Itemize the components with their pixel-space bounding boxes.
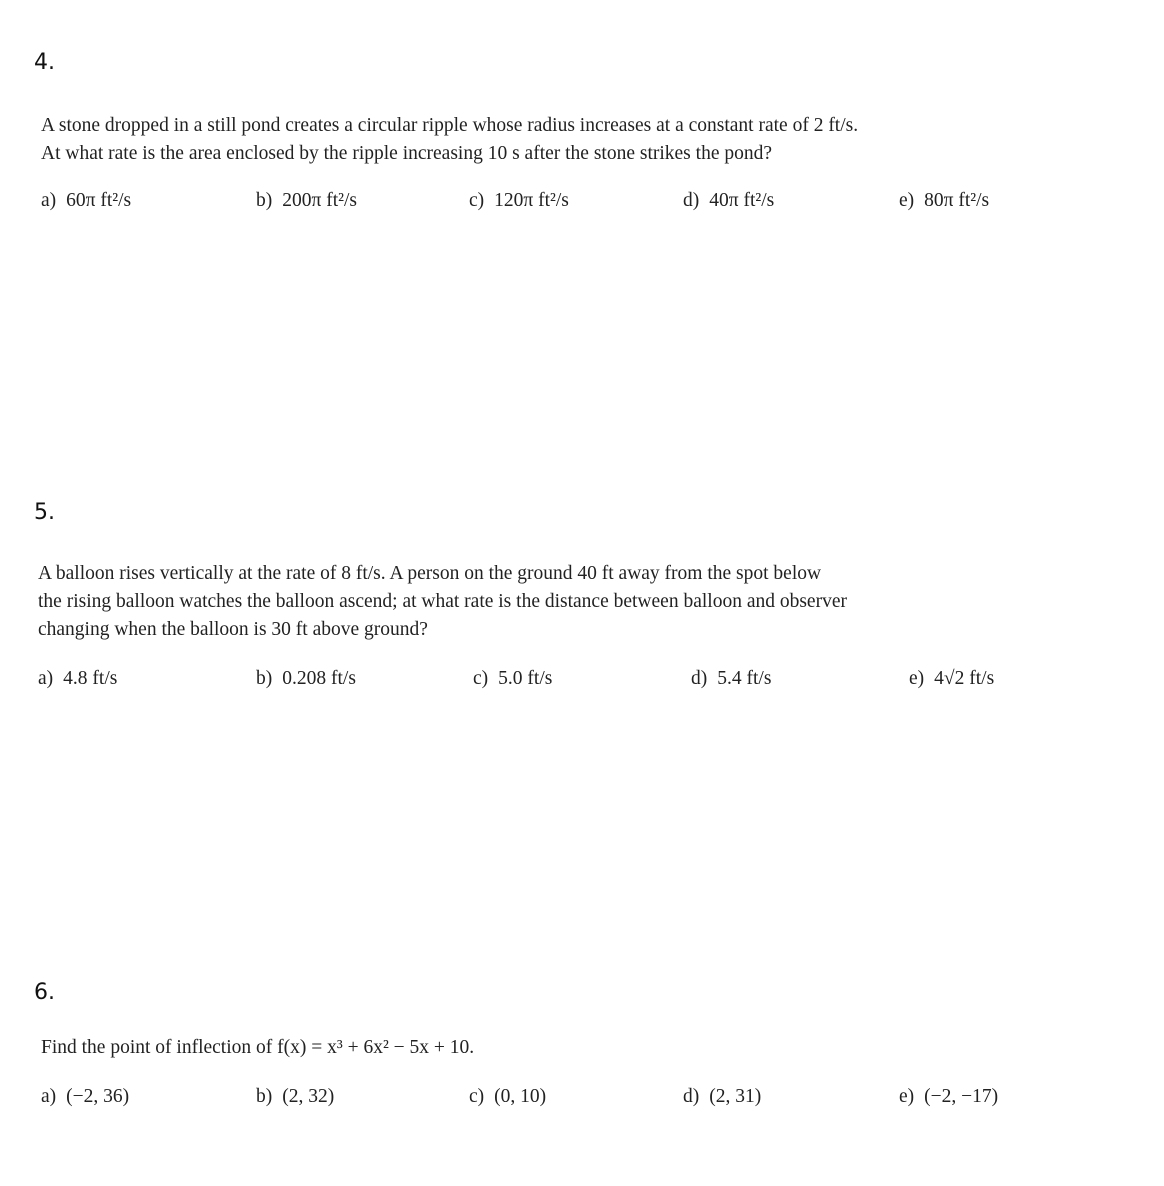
choice-letter: c) [469, 1086, 485, 1107]
choice-letter: e) [909, 668, 925, 689]
choice-letter: a) [38, 668, 54, 689]
question-6-number: 6. [34, 980, 55, 1005]
choice-letter: a) [41, 1086, 57, 1107]
question-5-choice-b[interactable] [256, 668, 356, 690]
question-5-choice-d[interactable] [691, 668, 771, 690]
question-6-choice-b[interactable] [256, 1086, 334, 1108]
question-4-choice-c[interactable] [469, 190, 569, 212]
choice-letter: e) [899, 1086, 915, 1107]
choice-text: (0, 10) [494, 1086, 547, 1107]
question-5-choice-a[interactable] [38, 668, 117, 690]
question-6-choice-c[interactable] [469, 1086, 546, 1108]
question-5-number: 5. [34, 500, 55, 525]
choice-text: (2, 31) [709, 1086, 762, 1107]
choice-letter: e) [899, 190, 915, 211]
choice-text: (−2, −17) [924, 1086, 999, 1107]
question-6-choice-a[interactable] [41, 1086, 129, 1108]
question-4-stem-line-1: A stone dropped in a still pond creates a circular ripple whose radius increases at a constant rate of 2 ft/s. [41, 115, 859, 136]
question-5-stem-line-3: changing when the balloon is 30 ft above ground? [38, 619, 428, 640]
question-5-stem [38, 560, 847, 644]
question-4-stem [41, 112, 858, 168]
choice-text: 80π ft²/s [924, 190, 990, 211]
question-6-choice-e[interactable] [899, 1086, 998, 1108]
choice-letter: d) [683, 1086, 700, 1107]
question-6-stem [41, 1034, 474, 1062]
question-4-number: 4. [34, 50, 55, 75]
question-6-stem-line-1: Find the point of inflection of f(x) = x³ + 6x² − 5x + 10. [41, 1037, 475, 1058]
choice-letter: d) [683, 190, 700, 211]
choice-text: 60π ft²/s [66, 190, 132, 211]
question-4-choice-b[interactable] [256, 190, 357, 212]
choice-text: 120π ft²/s [494, 190, 569, 211]
choice-text: 200π ft²/s [282, 190, 357, 211]
choice-letter: b) [256, 668, 273, 689]
choice-letter: a) [41, 190, 57, 211]
choice-text: 4.8 ft/s [63, 668, 118, 689]
question-4-choice-e[interactable] [899, 190, 989, 212]
choice-letter: b) [256, 190, 273, 211]
question-5-stem-line-2: the rising balloon watches the balloon ascend; at what rate is the distance between balloon and observer [38, 591, 847, 612]
choice-text: 40π ft²/s [709, 190, 775, 211]
question-6-choice-d[interactable] [683, 1086, 761, 1108]
question-5-choice-e[interactable] [909, 668, 994, 690]
choice-letter: c) [473, 668, 489, 689]
choice-text: 0.208 ft/s [282, 668, 356, 689]
question-4-choice-a[interactable] [41, 190, 131, 212]
choice-letter: d) [691, 668, 708, 689]
choice-letter: b) [256, 1086, 273, 1107]
question-4-stem-line-2: At what rate is the area enclosed by the ripple increasing 10 s after the stone strikes the pond? [41, 143, 773, 164]
question-5-stem-line-1: A balloon rises vertically at the rate of 8 ft/s. A person on the ground 40 ft away from the spot below [38, 563, 822, 584]
choice-letter: c) [469, 190, 485, 211]
choice-text: 5.4 ft/s [717, 668, 772, 689]
choice-text: (−2, 36) [66, 1086, 130, 1107]
question-5-choice-c[interactable] [473, 668, 552, 690]
question-4-choice-d[interactable] [683, 190, 774, 212]
choice-text: 5.0 ft/s [498, 668, 553, 689]
choice-text: (2, 32) [282, 1086, 335, 1107]
choice-text: 4√2 ft/s [934, 668, 995, 689]
